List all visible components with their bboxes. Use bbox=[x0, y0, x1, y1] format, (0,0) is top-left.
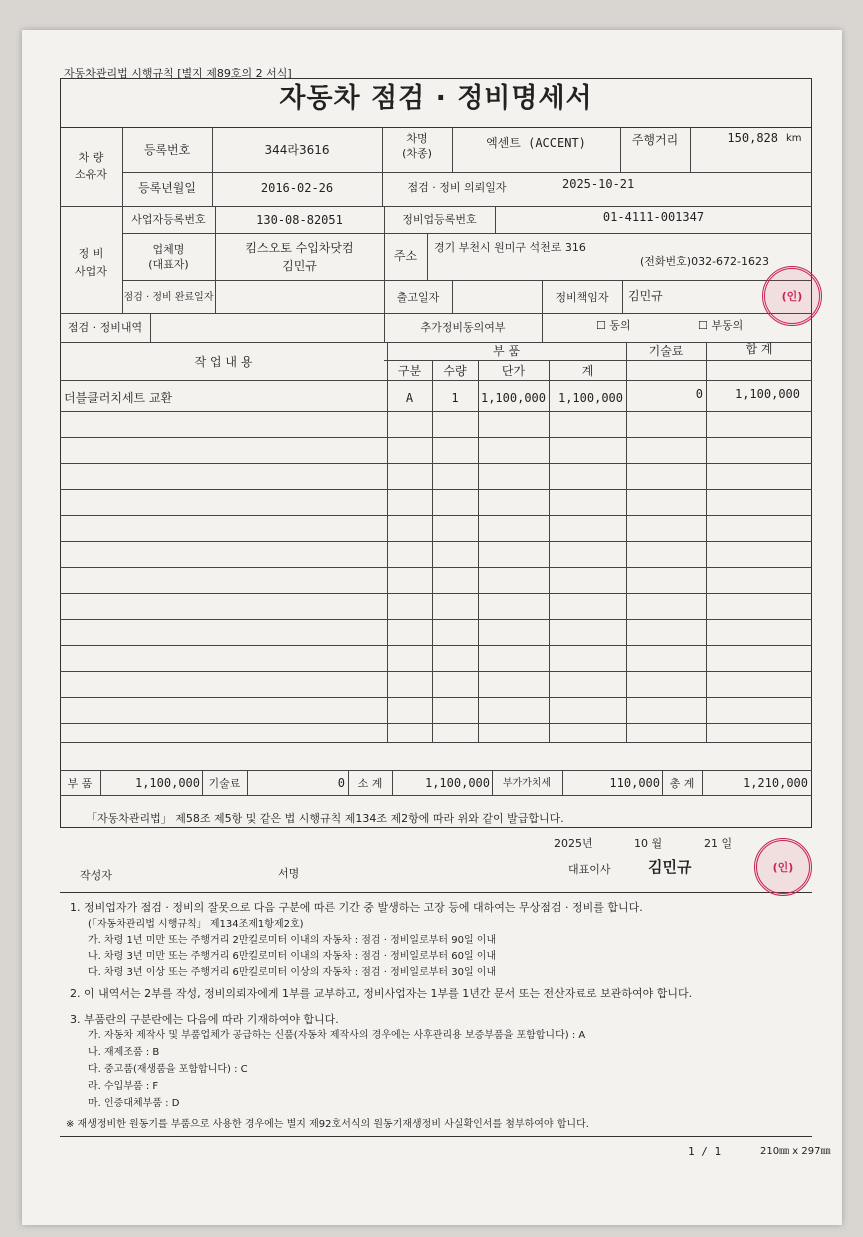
ceo-seal-stamp bbox=[754, 838, 812, 896]
table-row-line bbox=[60, 567, 812, 568]
issue-month: 10 월 bbox=[634, 837, 663, 850]
sum-parts-value: 1,100,000 bbox=[134, 776, 200, 790]
grid-line bbox=[122, 172, 812, 173]
grid-line bbox=[542, 280, 543, 342]
biz-no-label: 사업자등록번호 bbox=[131, 213, 206, 226]
table-row-line bbox=[60, 463, 812, 464]
ceo-seal-text: (인) bbox=[772, 861, 794, 874]
sub-header-type: 구분 bbox=[397, 364, 422, 378]
company-label: 업체명 (대표자) bbox=[148, 243, 189, 272]
labor-header: 기술료 bbox=[648, 344, 684, 358]
remark: ※ 재생정비한 원동기를 부품으로 사용한 경우에는 별지 제92호서식의 원동기재생정비 사실확인서를 첨부하여야 합니다. bbox=[66, 1119, 589, 1130]
row-unit-price: 1,100,000 bbox=[480, 391, 546, 405]
note-3: 3. 부품란의 구분란에는 다음에 따라 기재하여야 합니다. bbox=[70, 1013, 339, 1026]
note-1-c: 다. 차령 3년 이상 또는 주행거리 6만킬로미터 이상의 자동차 : 점검 · 정비일로부터 30일 이내 bbox=[88, 967, 497, 978]
table-row-line bbox=[60, 593, 812, 594]
grid-line bbox=[60, 342, 812, 343]
vat-label: 부가가치세 bbox=[502, 778, 552, 789]
note-3-b: 나. 재제조품 : B bbox=[88, 1047, 160, 1058]
grid-line bbox=[60, 313, 812, 314]
shop-seal-text: (인) bbox=[781, 290, 803, 303]
mileage-value: 150,828 bbox=[727, 131, 778, 145]
grid-line bbox=[150, 313, 151, 342]
reg-no-label: 등록번호 bbox=[143, 143, 191, 157]
page-number: 1 / 1 bbox=[688, 1145, 722, 1158]
table-row-line bbox=[60, 541, 812, 542]
sign-label: 서명 bbox=[278, 867, 300, 880]
sum-labor-value: 0 bbox=[337, 776, 345, 790]
table-row-line bbox=[60, 671, 812, 672]
note-1-b: 나. 차령 3년 미만 또는 주행거리 6만킬로미터 이내의 자동차 : 점검 · 정비일로부터 60일 이내 bbox=[88, 951, 497, 962]
request-date-label: 점검 · 정비 의뢰일자 bbox=[407, 181, 507, 194]
reg-no-value: 344라3616 bbox=[264, 143, 330, 157]
table-row-line bbox=[60, 697, 812, 698]
grid-line bbox=[432, 360, 433, 742]
paper-size: 210㎜ x 297㎜ bbox=[760, 1146, 831, 1157]
table-row-line bbox=[60, 411, 812, 412]
manager-value: 김민규 bbox=[628, 289, 663, 303]
grid-line bbox=[60, 380, 812, 381]
grid-line bbox=[122, 280, 812, 281]
note-1-ref: (「자동차관리법 시행규칙」 제134조제1항제2호) bbox=[88, 919, 304, 930]
mileage-unit: km bbox=[786, 133, 802, 144]
grid-line bbox=[452, 127, 453, 172]
grid-line bbox=[478, 360, 479, 742]
details-label: 점검 · 정비내역 bbox=[67, 321, 143, 334]
row-qty: 1 bbox=[451, 391, 459, 405]
shop-section-label: 정 비 사업자 bbox=[75, 247, 107, 278]
note-2: 2. 이 내역서는 2부를 작성, 정비의뢰자에게 1부를 교부하고, 정비사업자는 1부를 1년간 문서 또는 전산자료로 보관하여야 합니다. bbox=[70, 987, 693, 1000]
footer-divider bbox=[60, 1136, 812, 1137]
table-row-line bbox=[60, 515, 812, 516]
notes-divider bbox=[60, 892, 812, 893]
grid-line bbox=[549, 360, 550, 742]
phone-value: (전화번호)032-672-1623 bbox=[640, 255, 770, 268]
request-date-value: 2025-10-21 bbox=[562, 177, 635, 191]
issue-statement: 「자동차관리법」 제58조 제5항 및 같은 법 시행규칙 제134조 제2항에 따라 위와 같이 발급합니다. bbox=[86, 812, 564, 825]
grid-line bbox=[452, 280, 453, 313]
subtotal-label: 소 계 bbox=[357, 777, 383, 790]
ceo-name: 김민규 bbox=[648, 858, 692, 876]
total-header: 합 계 bbox=[745, 342, 773, 356]
document-title: 자동차 점검 · 정비명세서 bbox=[279, 83, 593, 114]
company-value: 킴스오토 수입차닷컴 bbox=[245, 241, 354, 255]
sub-header-unit-price: 단가 bbox=[501, 364, 526, 378]
note-1-a: 가. 차령 1년 미만 또는 주행거리 2만킬로미터 이내의 자동차 : 점검 · 정비일로부터 90일 이내 bbox=[88, 935, 497, 946]
car-name-value: 엑센트 (ACCENT) bbox=[486, 136, 586, 150]
grid-line bbox=[60, 795, 812, 796]
work-header: 작 업 내 용 bbox=[194, 355, 253, 369]
release-date-label: 출고일자 bbox=[396, 291, 440, 304]
row-total: 1,100,000 bbox=[734, 387, 800, 401]
subtotal-value: 1,100,000 bbox=[424, 776, 490, 790]
mileage-label: 주행거리 bbox=[631, 133, 679, 147]
row-work: 더블클러치세트 교환 bbox=[64, 391, 173, 405]
note-3-a: 가. 자동차 제작사 및 부품업체가 공급하는 신품(자동차 제작사의 경우에는 사후관리용 보증부품을 포함합니다) : A bbox=[88, 1030, 586, 1041]
owner-section-label: 차 량 소유자 bbox=[75, 151, 107, 181]
row-amount: 1,100,000 bbox=[557, 391, 623, 405]
note-3-d: 라. 수입부품 : F bbox=[88, 1081, 159, 1092]
row-labor: 0 bbox=[695, 387, 703, 401]
title-divider bbox=[60, 127, 812, 128]
sub-header-qty: 수량 bbox=[443, 364, 467, 378]
agree-checkbox[interactable]: ☐ 동의 bbox=[596, 319, 631, 332]
grid-line bbox=[212, 127, 213, 206]
parts-header: 부 품 bbox=[493, 344, 520, 358]
grid-line bbox=[384, 360, 812, 361]
grid-line bbox=[626, 342, 627, 742]
car-name-label: 차명 (차종) bbox=[402, 132, 432, 161]
grid-line bbox=[706, 342, 707, 742]
grid-line bbox=[60, 742, 812, 743]
grand-total-value: 1,210,000 bbox=[742, 776, 808, 790]
note-3-e: 마. 인증대체부품 : D bbox=[88, 1098, 180, 1109]
disagree-checkbox[interactable]: ☐ 부동의 bbox=[698, 319, 744, 332]
table-row-line bbox=[60, 489, 812, 490]
table-row-line bbox=[60, 723, 812, 724]
sub-header-amount: 계 bbox=[581, 364, 594, 378]
representative-value: 김민규 bbox=[282, 259, 317, 273]
vat-value: 110,000 bbox=[609, 776, 660, 790]
table-row-line bbox=[60, 619, 812, 620]
document-page bbox=[22, 30, 842, 1225]
shop-reg-label: 정비업등록번호 bbox=[402, 213, 477, 226]
sum-parts-label: 부 품 bbox=[67, 777, 93, 790]
issue-year: 2025년 bbox=[554, 837, 593, 850]
table-row-line bbox=[60, 645, 812, 646]
grid-line bbox=[60, 770, 812, 771]
note-3-c: 다. 중고품(재생품을 포함합니다) : C bbox=[88, 1064, 248, 1075]
reg-date-value: 2016-02-26 bbox=[260, 181, 334, 195]
issue-day: 21 일 bbox=[704, 837, 733, 850]
grid-line bbox=[622, 280, 623, 313]
manager-label: 정비책임자 bbox=[555, 291, 609, 304]
grid-line bbox=[427, 233, 428, 280]
grid-line bbox=[122, 127, 123, 206]
extra-consent-label: 추가정비동의여부 bbox=[420, 321, 506, 334]
grid-line bbox=[122, 233, 812, 234]
address-value: 경기 부천시 원미구 석천로 316 bbox=[434, 241, 586, 254]
table-row-line bbox=[60, 437, 812, 438]
shop-seal-stamp bbox=[762, 266, 822, 326]
biz-no-value: 130-08-82051 bbox=[256, 213, 343, 227]
sum-labor-label: 기술료 bbox=[208, 777, 241, 790]
grand-total-label: 총 계 bbox=[669, 777, 695, 790]
writer-label: 작성자 bbox=[80, 869, 112, 882]
law-reference: 자동차관리법 시행규칙 [별지 제89호의 2 서식] bbox=[64, 67, 292, 80]
ceo-label: 대표이사 bbox=[568, 863, 611, 876]
note-1: 1. 정비업자가 점검 · 정비의 잘못으로 다음 구분에 따른 기간 중 발생하는 고장 등에 대하여는 무상점검 · 정비를 합니다. bbox=[70, 901, 643, 914]
reg-date-label: 등록년월일 bbox=[138, 181, 196, 195]
shop-reg-value: 01-4111-001347 bbox=[602, 210, 705, 224]
completion-date-label: 점검 · 정비 완료일자 bbox=[123, 292, 214, 303]
row-type: A bbox=[405, 391, 414, 405]
address-label: 주소 bbox=[393, 249, 418, 263]
grid-line bbox=[60, 206, 812, 207]
